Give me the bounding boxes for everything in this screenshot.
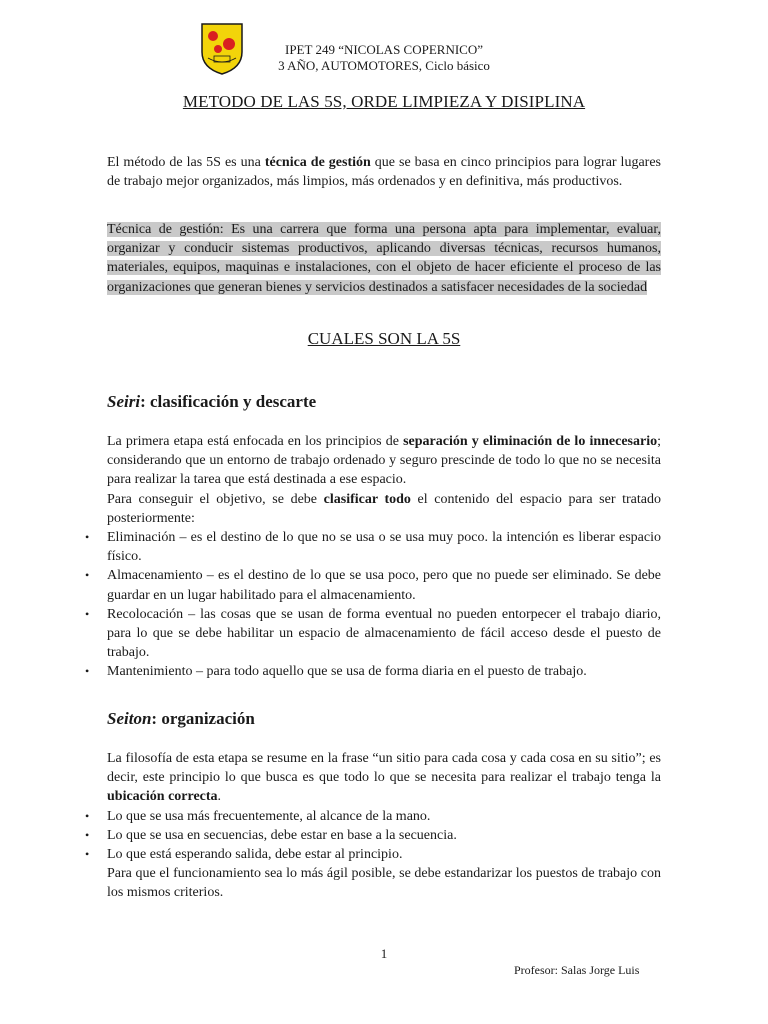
seiton-heading: Seiton: organización	[107, 709, 255, 728]
course-info: 3 AÑO, AUTOMOTORES, Ciclo básico	[278, 58, 490, 73]
school-name: IPET 249 “NICOLAS COPERNICO”	[284, 42, 483, 57]
list-item: • Mantenimiento – para todo aquello que se usa de forma diaria en el puesto de trabajo.	[85, 664, 587, 680]
seiri-list	[85, 528, 661, 682]
list-item: • Lo que se usa en secuencias, debe estar en base a la secuencia.	[85, 827, 457, 843]
seiton-body	[85, 749, 661, 903]
definition-paragraph: Técnica de gestión: Es una carrera que forma una persona apta para implementar, evaluar, organizar y conducir sistemas productivos, aplicando diversas técnicas, recursos humanos, materiales, equipos, maquinas e instalaciones, con el objeto de hacer eficiente el proceso de las organizaciones que generan bienes y servicios destinados a satisfacer necesidades de la sociedad	[107, 222, 661, 295]
intro-paragraph: El método de las 5S es una técnica de gestión que se basa en cinco principios para lograr lugares de trabajo mejor organizados, más limpios, más ordenados y en definitiva, más productivos.	[107, 155, 661, 190]
page-number: 1	[380, 946, 388, 961]
seiri-body	[85, 432, 661, 682]
seiri-heading: Seiri: clasificación y descarte	[107, 392, 317, 411]
seiton-paragraph-2: Para que el funcionamiento sea lo más ágil posible, se debe estandarizar los puestos de trabajo con los mismos criterios.	[107, 866, 661, 901]
seiri-paragraph-2: Para conseguir el objetivo, se debe clasificar todo el contenido del espacio para ser tratado posteriormente:	[107, 491, 661, 526]
seiton-paragraph-1: La filosofía de esta etapa se resume en la frase “un sitio para cada cosa y cada cosa en su sitio”; es decir, este principio lo que busca es que todo lo que se necesita para realizar el trabajo tenga la ubicación correcta.	[107, 751, 661, 805]
section-subtitle: CUALES SON LA 5S	[307, 329, 461, 348]
seiri-paragraph-1: La primera etapa está enfocada en los principios de separación y eliminación de lo innecesario; considerando que un entorno de trabajo ordenado y seguro prescinde de todo lo que no se necesita para realizar la tarea que está destinada a ese espacio.	[107, 434, 661, 488]
list-item: • Recolocación – las cosas que se usan de forma eventual no pueden entorpecer el trabajo diario, para lo que se debe habilitar un espacio de almacenamiento de fácil acceso desde el puesto de trabajo.	[85, 606, 661, 661]
seiton-list	[85, 807, 661, 865]
list-item: • Almacenamiento – es el destino de lo que se usa poco, pero que no puede ser eliminado. Se debe guardar en un lugar habilitado para el almacenamiento.	[85, 568, 661, 603]
list-item: • Lo que está esperando salida, debe estar al principio.	[85, 847, 403, 863]
document-title: METODO DE LAS 5S, ORDE LIMPIEZA Y DISIPLINA	[182, 92, 586, 111]
professor-footer: Profesor: Salas Jorge Luis	[514, 963, 640, 977]
list-item: • Lo que se usa más frecuentemente, al alcance de la mano.	[85, 808, 431, 824]
list-item: • Eliminación – es el destino de lo que no se usa o se usa muy poco. la intención es liberar espacio físico.	[85, 530, 661, 565]
